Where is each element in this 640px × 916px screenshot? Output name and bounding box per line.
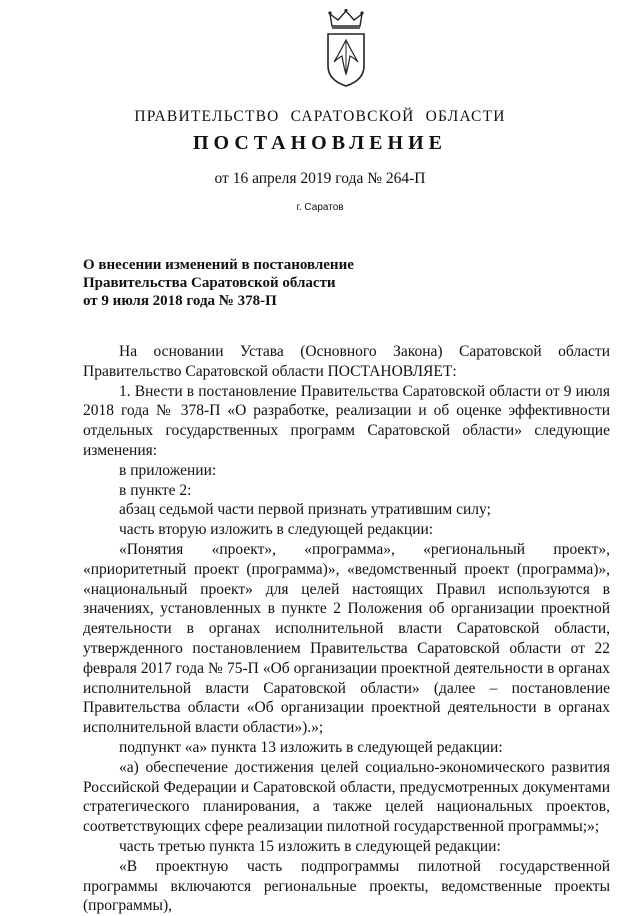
document-body <box>83 342 610 916</box>
body-paragraph: часть вторую изложить в следующей редакции: <box>119 521 434 539</box>
body-paragraph: часть третью пункта 15 изложить в следующей редакции: <box>119 837 501 855</box>
body-paragraph: в приложении: <box>119 461 217 479</box>
body-paragraph: 1. Внести в постановление Правительства Саратовской области от 9 июля 2018 года № 378-П «О разработке, реализации и об оценке эффективности отдельных государственных программ Саратовской области» следующие изменения: <box>83 382 610 459</box>
document-subject <box>83 256 403 310</box>
saratov-coat-of-arms-icon <box>322 8 370 88</box>
body-paragraph: «Понятия «проект», «программа», «региональный проект», «приоритетный проект (программа)», «ведомственный проект (программа)», «национальный проект» для целей настоящих Правил используются в значениях, установленных в пункте 2 Положения об организации проектной деятельности в органах исполнительной власти Саратовской области, утвержденного постановлением Правительства Саратовской области от 22 февраля 2017 года № 75-П «Об организации проектной деятельности в органах исполнительной власти Саратовской области» (далее – постановление Правительства области «Об организации проектной деятельности в органах исполнительной власти области»).»; <box>83 540 610 737</box>
body-paragraph: подпункт «а» пункта 13 изложить в следующей редакции: <box>119 738 503 756</box>
body-paragraph: абзац седьмой части первой признать утратившим силу; <box>119 501 491 519</box>
body-paragraph: «а) обеспечение достижения целей социально-экономического развития Российской Федерации и Саратовской области, предусмотренных документами стратегического планирования, а также целей национальных проектов, соответствующих сфере реализации пилотной государственной программы;»; <box>83 758 610 836</box>
subject-line: от 9 июля 2018 года № 378-П <box>83 293 277 309</box>
document-city: г. Саратов <box>296 202 344 213</box>
government-title: ПРАВИТЕЛЬСТВО САРАТОВСКОЙ ОБЛАСТИ <box>134 108 506 125</box>
body-paragraph: На основании Устава (Основного Закона) Саратовской области Правительство Саратовской области ПОСТАНОВЛЯЕТ: <box>83 343 610 380</box>
body-paragraph: «В проектную часть подпрограммы пилотной государственной программы включаются региональные проекты, ведомственные проекты (программы), <box>83 857 610 915</box>
subject-line: Правительства Саратовской области <box>83 275 336 291</box>
subject-line: О внесении изменений в постановление <box>83 257 354 273</box>
document-date-number: от 16 апреля 2019 года № 264-П <box>214 170 426 187</box>
document-type: ПОСТАНОВЛЕНИЕ <box>193 132 447 154</box>
body-paragraph: в пункте 2: <box>119 481 192 499</box>
